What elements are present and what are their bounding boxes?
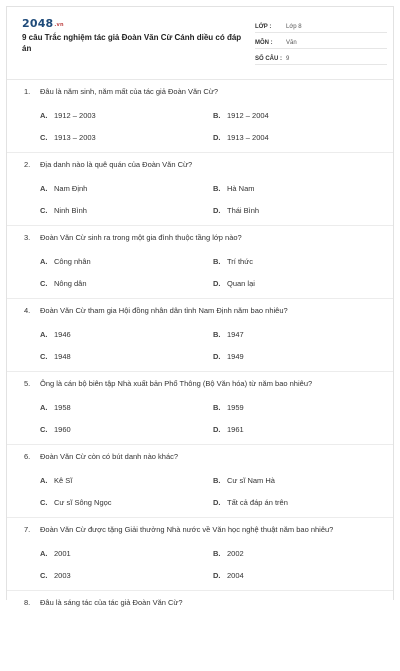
- answer-option[interactable]: [40, 498, 112, 507]
- question-label: Đoàn Văn Cừ còn có bút danh nào khác?: [40, 452, 179, 461]
- answer-option[interactable]: [40, 257, 91, 266]
- question-1: [7, 87, 393, 160]
- question-number: 4.: [24, 306, 31, 315]
- question-divider: [7, 152, 393, 153]
- question-7: [7, 525, 393, 598]
- answer-option[interactable]: [213, 352, 244, 361]
- question-divider: [7, 444, 393, 445]
- option-letter: D.: [213, 498, 221, 507]
- answer-option[interactable]: [213, 257, 253, 266]
- question-4: [7, 306, 393, 379]
- option-letter: B.: [213, 184, 221, 193]
- option-text: 1949: [227, 352, 244, 361]
- option-text: 1961: [227, 425, 244, 434]
- meta-key: MÔN :: [255, 40, 273, 46]
- answer-option[interactable]: [40, 549, 71, 558]
- question-divider: [7, 298, 393, 299]
- question-text: [24, 87, 383, 96]
- option-text: Cư sĩ Nam Hà: [227, 476, 275, 485]
- option-text: Thái Bình: [227, 206, 260, 215]
- answer-option[interactable]: [40, 279, 87, 288]
- meta-value: 9: [286, 56, 290, 62]
- question-number: 8.: [24, 598, 31, 607]
- option-text: Nam Định: [54, 184, 88, 193]
- option-text: Công nhân: [54, 257, 91, 266]
- question-number: 7.: [24, 525, 31, 534]
- option-letter: A.: [40, 403, 48, 412]
- question-divider: [7, 517, 393, 518]
- option-letter: A.: [40, 257, 48, 266]
- meta-row-count: [255, 49, 387, 65]
- option-text: 1958: [54, 403, 71, 412]
- question-3: [7, 233, 393, 306]
- option-letter: D.: [213, 571, 221, 580]
- option-letter: C.: [40, 206, 48, 215]
- site-logo[interactable]: [22, 17, 64, 30]
- question-2: [7, 160, 393, 233]
- option-text: Hà Nam: [227, 184, 255, 193]
- option-letter: C.: [40, 279, 48, 288]
- option-letter: B.: [213, 476, 221, 485]
- option-text: 1912 – 2003: [54, 111, 96, 120]
- option-letter: B.: [213, 549, 221, 558]
- option-letter: A.: [40, 549, 48, 558]
- meta-row-class: [255, 17, 387, 33]
- answer-option[interactable]: [40, 330, 71, 339]
- question-number: 1.: [24, 87, 31, 96]
- answer-option[interactable]: [213, 133, 269, 142]
- option-text: 1959: [227, 403, 244, 412]
- meta-key: SỐ CÂU :: [255, 56, 282, 62]
- question-divider: [7, 371, 393, 372]
- option-text: 1913 – 2003: [54, 133, 96, 142]
- option-letter: B.: [213, 111, 221, 120]
- question-divider: [7, 590, 393, 591]
- question-label: Đoàn Văn Cừ được tặng Giải thưởng Nhà nước về Văn học nghệ thuật năm bao nhiêu?: [40, 525, 334, 534]
- option-text: 1948: [54, 352, 71, 361]
- option-text: Cư sĩ Sông Ngọc: [54, 498, 112, 507]
- answer-option[interactable]: [40, 425, 71, 434]
- option-text: Nông dân: [54, 279, 87, 288]
- option-text: Trí thức: [227, 257, 253, 266]
- option-text: 2002: [227, 549, 244, 558]
- question-text: [24, 452, 383, 461]
- option-text: 1946: [54, 330, 71, 339]
- option-text: 1913 – 2004: [227, 133, 269, 142]
- option-text: 2004: [227, 571, 244, 580]
- answer-option[interactable]: [213, 111, 269, 120]
- meta-value: Văn: [286, 40, 297, 46]
- meta-key: LỚP :: [255, 24, 272, 30]
- option-letter: C.: [40, 352, 48, 361]
- question-list: [7, 87, 393, 671]
- answer-option[interactable]: [213, 403, 244, 412]
- answer-option[interactable]: [40, 184, 87, 193]
- question-label: Ông là cán bộ biên tập Nhà xuất bản Phổ Thông (Bộ Văn hóa) từ năm bao nhiêu?: [40, 379, 313, 388]
- option-letter: A.: [40, 476, 48, 485]
- option-letter: C.: [40, 425, 48, 434]
- question-number: 5.: [24, 379, 31, 388]
- question-label: Địa danh nào là quê quán của Đoàn Văn Cừ?: [40, 160, 193, 169]
- option-text: 1912 – 2004: [227, 111, 269, 120]
- question-label: Đâu là sáng tác của tác giả Đoàn Văn Cừ?: [40, 598, 183, 607]
- answer-option[interactable]: [40, 206, 87, 215]
- option-letter: C.: [40, 571, 48, 580]
- question-8: [7, 598, 393, 671]
- question-text: [24, 598, 383, 607]
- question-label: Đoàn Văn Cừ sinh ra trong một gia đình thuộc tầng lớp nào?: [40, 233, 242, 242]
- option-text: Quan lại: [227, 279, 255, 288]
- question-text: [24, 233, 383, 242]
- meta-value: Lớp 8: [286, 24, 302, 30]
- answer-option[interactable]: [213, 330, 244, 339]
- option-letter: A.: [40, 111, 48, 120]
- answer-option[interactable]: [40, 476, 72, 485]
- option-letter: D.: [213, 133, 221, 142]
- answer-option[interactable]: [213, 498, 288, 507]
- meta-info: [255, 17, 387, 65]
- option-letter: B.: [213, 257, 221, 266]
- answer-option[interactable]: [213, 571, 244, 580]
- option-letter: B.: [213, 403, 221, 412]
- option-letter: D.: [213, 425, 221, 434]
- answer-option[interactable]: [40, 403, 71, 412]
- answer-option[interactable]: [213, 206, 259, 215]
- header-divider: [7, 79, 393, 80]
- answer-option[interactable]: [213, 549, 244, 558]
- page-header: [7, 7, 393, 79]
- option-text: 2001: [54, 549, 71, 558]
- answer-option[interactable]: [213, 476, 275, 485]
- option-letter: D.: [213, 206, 221, 215]
- answer-option[interactable]: [213, 279, 255, 288]
- answer-option[interactable]: [40, 571, 71, 580]
- option-letter: A.: [40, 330, 48, 339]
- question-number: 2.: [24, 160, 31, 169]
- question-number: 3.: [24, 233, 31, 242]
- answer-option[interactable]: [213, 184, 255, 193]
- option-letter: C.: [40, 498, 48, 507]
- question-text: [24, 379, 383, 388]
- question-text: [24, 525, 383, 534]
- question-5: [7, 379, 393, 452]
- question-label: Đoàn Văn Cừ tham gia Hội đồng nhân dân tỉnh Nam Định năm bao nhiêu?: [40, 306, 288, 315]
- question-text: [24, 306, 383, 315]
- option-text: Ninh Bình: [54, 206, 87, 215]
- question-label: Đâu là năm sinh, năm mất của tác giả Đoàn Văn Cừ?: [40, 87, 219, 96]
- page-title: 9 câu Trắc nghiệm tác giả Đoàn Văn Cừ Cánh diều có đáp án: [22, 33, 242, 53]
- option-letter: B.: [213, 330, 221, 339]
- option-letter: C.: [40, 133, 48, 142]
- option-text: 2003: [54, 571, 71, 580]
- option-text: Tất cả đáp án trên: [227, 498, 288, 507]
- option-text: 1947: [227, 330, 244, 339]
- option-text: 1960: [54, 425, 71, 434]
- option-text: Kê Sĩ: [54, 476, 73, 485]
- question-number: 6.: [24, 452, 31, 461]
- option-letter: A.: [40, 184, 48, 193]
- question-6: [7, 452, 393, 525]
- answer-option[interactable]: [213, 425, 244, 434]
- option-letter: D.: [213, 279, 221, 288]
- question-text: [24, 160, 383, 169]
- logo-tld: .vn: [54, 22, 64, 28]
- option-letter: D.: [213, 352, 221, 361]
- logo-text: 2048: [22, 17, 54, 30]
- question-divider: [7, 225, 393, 226]
- quiz-page: [6, 6, 394, 607]
- meta-row-subject: [255, 33, 387, 49]
- answer-option[interactable]: [40, 111, 96, 120]
- answer-option[interactable]: [40, 352, 71, 361]
- answer-option[interactable]: [40, 133, 96, 142]
